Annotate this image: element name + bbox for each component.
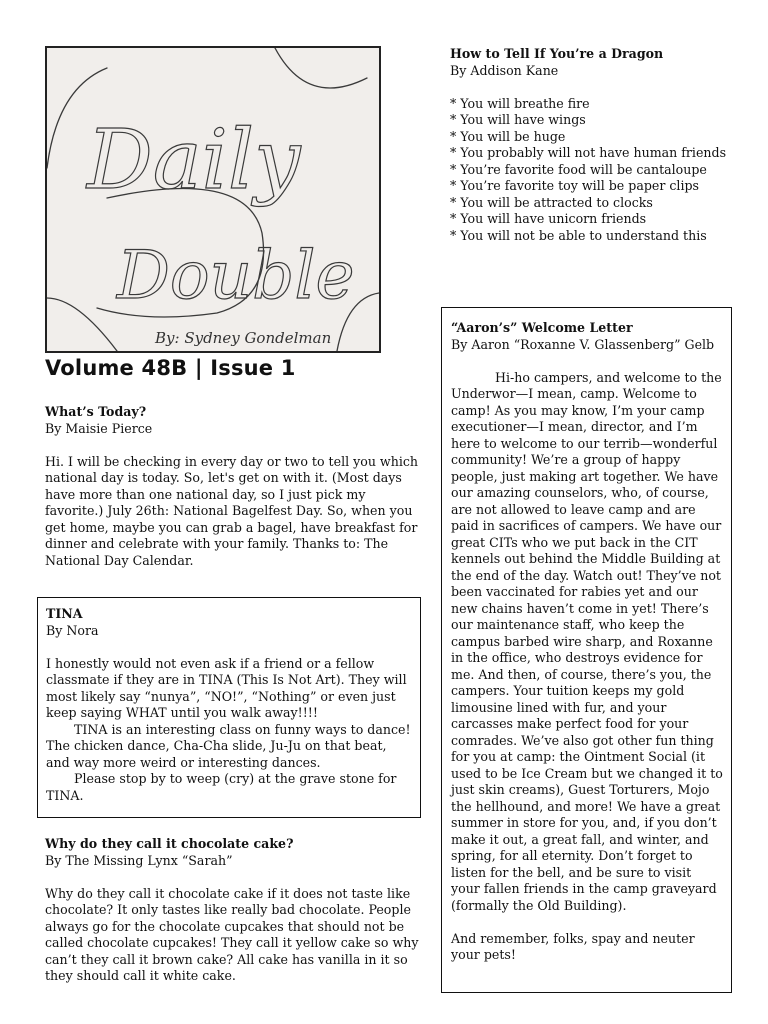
article-paragraph: I honestly would not even ask if a friend or a fellow classmate if they are in TINA (This Is Not Art). They will most likely say “nunya”, “NO!”, “Nothing” or even just keep saying WHAT until you walk away!!!! (46, 655, 407, 720)
article-closing: And remember, folks, spay and neuter your pets! (451, 930, 695, 962)
article-byline: By Maisie Pierce (45, 420, 153, 436)
article-welcome-letter-box (441, 307, 732, 993)
article-body: Hi. I will be checking in every day or two to tell you which national day is today. So, let's get on with it. (Most days have more than one national day, so I just pick my favorite.) July 26th: National Bagelfest Day. So, when you get home, maybe you can grab a bagel, have breakfast for dinner and celebrate with your family. Thanks to: The National Day Calendar. (45, 453, 419, 568)
article-title: TINA (46, 606, 83, 621)
article-body: Why do they call it chocolate cake if it does not taste like chocolate? It only tastes like really bad chocolate. People always go for the chocolate cupcakes that should not be called chocolate cupcakes! They call it yellow cake so why can’t they call it brown cake? All cake has vanilla in it so they should call it white cake. (45, 885, 419, 983)
logo-byline: By: Sydney Gondelman (155, 329, 332, 347)
article-title: What’s Today? (45, 404, 147, 419)
article-title: How to Tell If You’re a Dragon (450, 46, 664, 61)
list-item: * You will be huge (450, 128, 566, 144)
logo-title-line2: Double (117, 237, 355, 314)
article-chocolate-cake (45, 836, 420, 985)
logo-scallop-bottom-left (47, 298, 117, 351)
dragon-list (450, 96, 735, 245)
article-dragon (450, 46, 735, 244)
volume-issue-heading: Volume 48B | Issue 1 (45, 356, 296, 380)
list-item: * You will have unicorn friends (450, 211, 647, 226)
logo-title-line1: Daily (87, 113, 301, 208)
list-item: * You’re favorite food will be cantaloupe (450, 161, 707, 177)
article-body: Hi-ho campers, and welcome to the Underwor—I mean, camp. Welcome to camp! As you may know, I’m your camp executioner—I mean, director, and I’m here to welcome to our terrib—wonderful community! We’re a group of happy people, just making art together. We have our amazing counselors, who, of course, are not allowed to leave camp and are paid in sacrifices of campers. We have our great CITs who we put back in the CIT kennels out behind the Middle Building at the end of the day. Watch out! They’ve not been vaccinated for rabies yet and our new chains haven’t come in yet! There’s our maintenance staff, who keep the campus barbed wire sharp, and Roxanne in the office, who destroys evidence for me. And then, of course, there’s you, the campers. Your tuition keeps my gold limousine lined with fur, and your carcasses make perfect food for your comrades. We’ve also got other fun thing for you at camp: the Ointment Social (it used to be Ice Cream but we changed it to just skin creams), Guest Torturers, Mojo the hellhound, and more! We have a great summer in store for you, and, if you don’t make it out, a great fall, and winter, and spring, for all eternity. Don’t forget to listen for the bell, and be sure to visit your fallen friends in the camp graveyard (formally the Old Building). (451, 369, 723, 913)
list-item: * You will not be able to understand this (450, 227, 707, 243)
article-whats-today (45, 404, 420, 569)
article-byline: By The Missing Lynx “Sarah” (45, 852, 233, 868)
list-item: * You probably will not have human friends (450, 145, 727, 160)
article-title: “Aaron’s” Welcome Letter (451, 320, 633, 335)
list-item: * You will breathe fire (450, 95, 590, 111)
list-item: * You’re favorite toy will be paper clips (450, 178, 700, 193)
logo-drawing (47, 48, 379, 351)
newsletter-logo (45, 46, 381, 353)
list-item: * You will have wings (450, 112, 586, 127)
article-byline: By Nora (46, 622, 99, 638)
article-title: Why do they call it chocolate cake? (45, 836, 294, 851)
logo-scallop-top-right (275, 48, 367, 88)
article-tina-box (37, 597, 421, 818)
article-paragraph: Please stop by to weep (cry) at the grave stone for TINA. (46, 771, 397, 803)
list-item: * You will be attracted to clocks (450, 194, 653, 210)
article-byline: By Aaron “Roxanne V. Glassenberg” Gelb (451, 336, 715, 352)
article-byline: By Addison Kane (450, 62, 559, 78)
article-paragraph: TINA is an interesting class on funny ways to dance! The chicken dance, Cha-Cha slide, Ju-Ju on that beat, and way more weird or interesting dances. (46, 721, 411, 770)
